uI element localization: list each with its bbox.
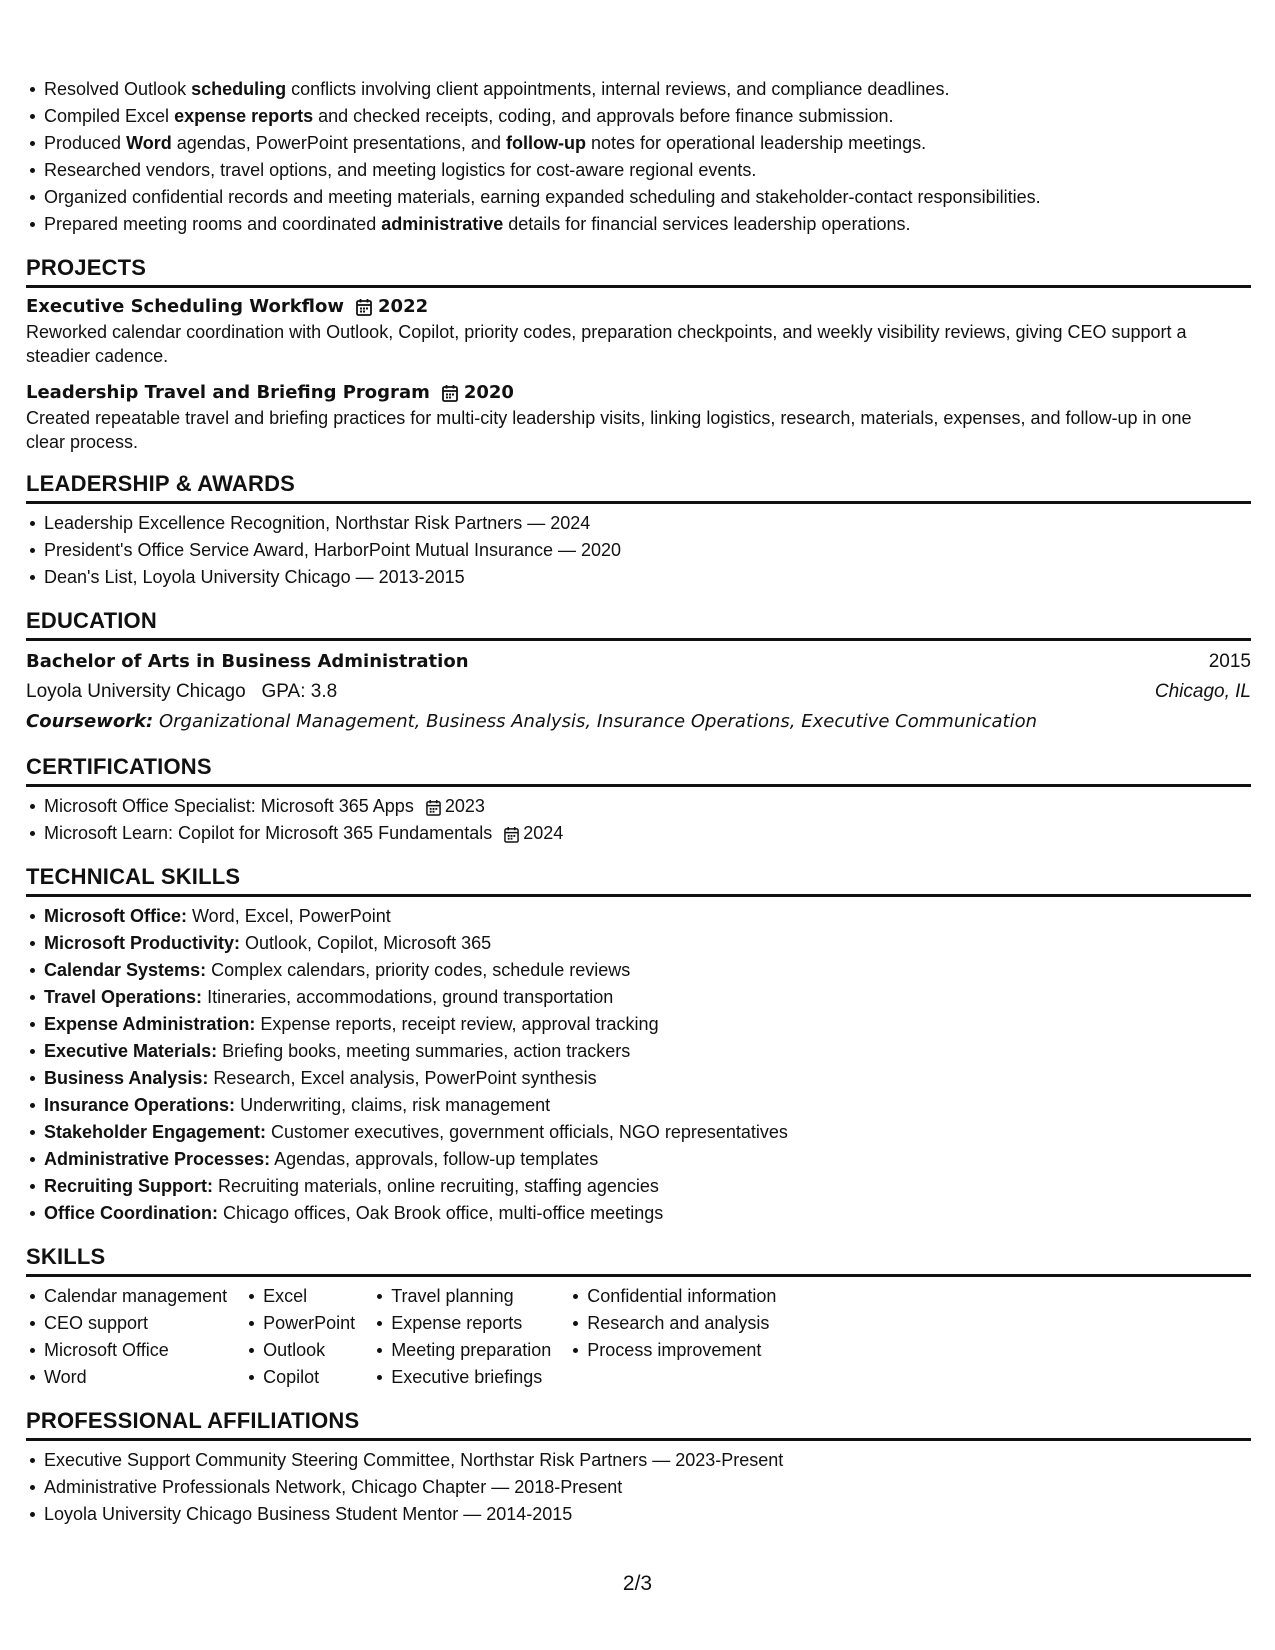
list-item: Leadership Excellence Recognition, Northstar Risk Partners — 2024 — [26, 510, 1251, 537]
list-item: Meeting preparation — [373, 1337, 551, 1364]
experience-bullet: Compiled Excel expense reports and checked receipts, coding, and approvals before finance submission. — [26, 103, 1251, 130]
project-item — [26, 380, 1251, 454]
experience-bullet: Prepared meeting rooms and coordinated administrative details for financial services leadership operations. — [26, 211, 1251, 238]
skills-heading: SKILLS — [26, 1244, 106, 1269]
technical-skills-heading: TECHNICAL SKILLS — [26, 864, 241, 889]
gpa: GPA: 3.8 — [261, 681, 338, 702]
skills-grid — [26, 1283, 1251, 1391]
list-item: Recruiting Support: Recruiting materials, online recruiting, staffing agencies — [26, 1173, 1251, 1200]
affiliations-heading: PROFESSIONAL AFFILIATIONS — [26, 1408, 360, 1433]
list-item: PowerPoint — [245, 1310, 355, 1337]
list-item: President's Office Service Award, HarborPoint Mutual Insurance — 2020 — [26, 537, 1251, 564]
list-item: Copilot — [245, 1364, 355, 1391]
experience-bullet: Organized confidential records and meeting materials, earning expanded scheduling and stakeholder-contact responsibilities. — [26, 184, 1251, 211]
list-item: Insurance Operations: Underwriting, claims, risk management — [26, 1092, 1251, 1119]
experience-bullet: Resolved Outlook scheduling conflicts involving client appointments, internal reviews, and compliance deadlines. — [26, 76, 1251, 103]
certifications-heading: CERTIFICATIONS — [26, 754, 212, 779]
list-item: Microsoft Office Specialist: Microsoft 365 Apps 2023 — [26, 793, 1251, 820]
list-item: Confidential information — [569, 1283, 776, 1310]
section-divider — [26, 638, 1251, 641]
list-item: Expense reports — [373, 1310, 551, 1337]
experience-bullet: Researched vendors, travel options, and meeting logistics for cost-aware regional events. — [26, 157, 1251, 184]
awards-list — [26, 510, 1251, 591]
list-item: Calendar management — [26, 1283, 227, 1310]
list-item: Office Coordination: Chicago offices, Oak Brook office, multi-office meetings — [26, 1200, 1251, 1227]
awards-heading: LEADERSHIP & AWARDS — [26, 471, 296, 496]
list-item: Administrative Processes: Agendas, approvals, follow-up templates — [26, 1146, 1251, 1173]
skills-column — [26, 1283, 227, 1391]
list-item: Loyola University Chicago Business Student Mentor — 2014-2015 — [26, 1501, 1251, 1528]
list-item: Business Analysis: Research, Excel analysis, PowerPoint synthesis — [26, 1065, 1251, 1092]
section-divider — [26, 1274, 1251, 1277]
calendar-icon — [442, 384, 458, 402]
list-item: Dean's List, Loyola University Chicago — 2013-2015 — [26, 564, 1251, 591]
list-item: Executive briefings — [373, 1364, 551, 1391]
project-year: 2020 — [463, 382, 514, 403]
project-name: Leadership Travel and Briefing Program — [26, 382, 430, 403]
page-number: 2/3 — [622, 1572, 653, 1595]
project-name: Executive Scheduling Workflow — [26, 296, 345, 317]
certifications-list — [26, 793, 1251, 847]
section-divider — [26, 894, 1251, 897]
skills-column — [569, 1283, 776, 1391]
section-divider — [26, 784, 1251, 787]
list-item: Microsoft Office: Word, Excel, PowerPoint — [26, 903, 1251, 930]
list-item: Word — [26, 1364, 227, 1391]
affiliations-list — [26, 1447, 1251, 1528]
skills-column — [245, 1283, 355, 1391]
project-item — [26, 294, 1251, 368]
project-description: Reworked calendar coordination with Outlook, Copilot, priority codes, preparation checkpoints, and weekly visibility reviews, giving CEO support a steadier cadence. — [26, 322, 1187, 366]
list-item: Research and analysis — [569, 1310, 776, 1337]
education-degree-row — [26, 647, 1251, 677]
section-divider — [26, 1438, 1251, 1441]
list-item: CEO support — [26, 1310, 227, 1337]
resume-page — [26, 76, 1251, 1528]
school-name: Loyola University Chicago — [26, 681, 246, 702]
project-description: Created repeatable travel and briefing practices for multi-city leadership visits, linking logistics, research, materials, expenses, and follow-up in one clear process. — [26, 408, 1192, 452]
section-divider — [26, 501, 1251, 504]
school-location: Chicago, IL — [1154, 681, 1251, 702]
calendar-icon — [356, 298, 372, 316]
calendar-icon — [504, 826, 519, 843]
list-item: Executive Materials: Briefing books, meeting summaries, action trackers — [26, 1038, 1251, 1065]
project-year: 2022 — [378, 296, 429, 317]
graduation-year: 2015 — [1208, 651, 1251, 672]
list-item: Microsoft Productivity: Outlook, Copilot, Microsoft 365 — [26, 930, 1251, 957]
list-item: Outlook — [245, 1337, 355, 1364]
list-item: Travel planning — [373, 1283, 551, 1310]
list-item: Administrative Professionals Network, Chicago Chapter — 2018-Present — [26, 1474, 1251, 1501]
education-heading: EDUCATION — [26, 608, 157, 633]
experience-bullets — [26, 76, 1251, 238]
list-item: Microsoft Office — [26, 1337, 227, 1364]
section-divider — [26, 285, 1251, 288]
projects-heading: PROJECTS — [26, 255, 147, 280]
technical-skills-list — [26, 903, 1251, 1227]
skills-column — [373, 1283, 551, 1391]
list-item: Excel — [245, 1283, 355, 1310]
list-item: Calendar Systems: Complex calendars, priority codes, schedule reviews — [26, 957, 1251, 984]
list-item: Executive Support Community Steering Committee, Northstar Risk Partners — 2023-Present — [26, 1447, 1251, 1474]
calendar-icon — [426, 799, 441, 816]
list-item: Process improvement — [569, 1337, 776, 1364]
list-item: Expense Administration: Expense reports, receipt review, approval tracking — [26, 1011, 1251, 1038]
degree: Bachelor of Arts in Business Administration — [26, 651, 469, 672]
list-item: Travel Operations: Itineraries, accommodations, ground transportation — [26, 984, 1251, 1011]
experience-bullet: Produced Word agendas, PowerPoint presentations, and follow-up notes for operational leadership meetings. — [26, 130, 1251, 157]
education-school-row — [26, 677, 1251, 707]
list-item: Stakeholder Engagement: Customer executives, government officials, NGO representatives — [26, 1119, 1251, 1146]
list-item: Microsoft Learn: Copilot for Microsoft 365 Fundamentals 2024 — [26, 820, 1251, 847]
coursework: Coursework: Organizational Management, Business Analysis, Insurance Operations, Executive Communication — [26, 711, 1038, 732]
